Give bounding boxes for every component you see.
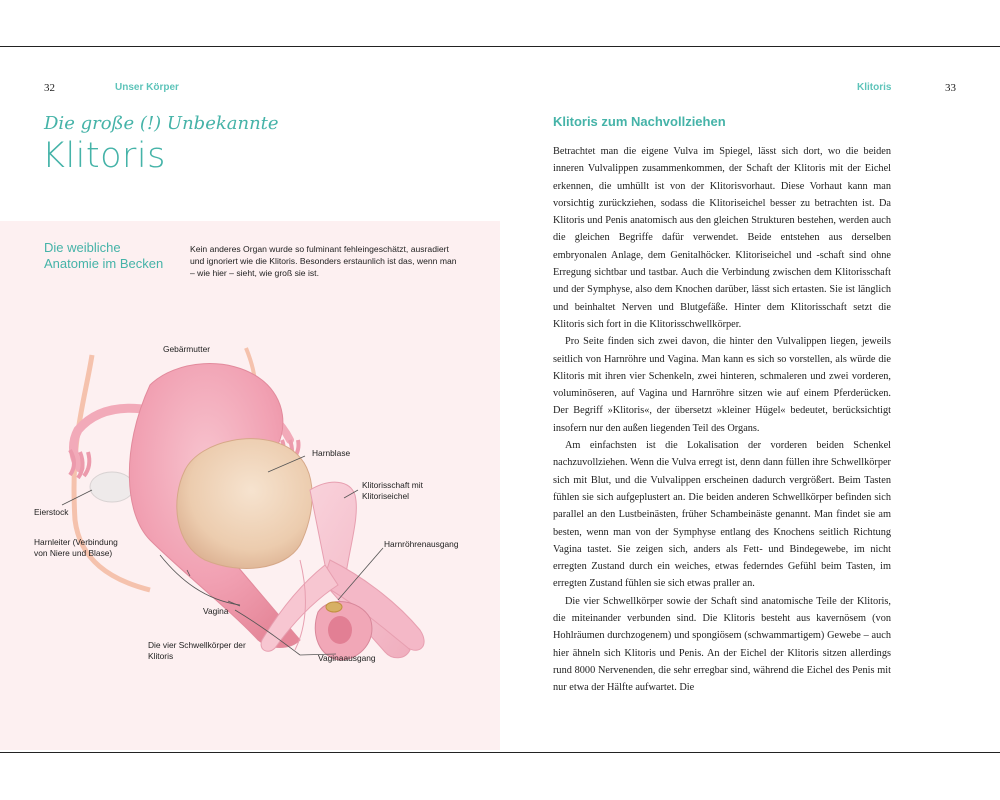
- page-kicker: Die große (!) Unbekannte: [44, 113, 279, 134]
- label-ovary: Eierstock: [34, 507, 69, 517]
- illustration-title: Die weibliche Anatomie im Becken: [44, 240, 164, 271]
- label-clitoral-shaft: Klitorisschaft mit Klitoriseichel: [362, 480, 423, 501]
- section-title: Klitoris zum Nachvollziehen: [553, 114, 726, 129]
- left-running-head: Unser Körper: [115, 82, 179, 93]
- left-page-number: 32: [44, 82, 55, 94]
- right-running-head: Klitoris: [857, 82, 892, 93]
- label-vagina: Vagina: [203, 606, 229, 616]
- bottom-border-line: [0, 752, 1000, 753]
- label-ureter: Harnleiter (Verbindung von Niere und Blase): [34, 537, 118, 558]
- label-bladder: Harnblase: [312, 448, 351, 458]
- body-paragraph: Am einfachsten ist die Lokalisation der vorderen beiden Schenkel nachzuvollziehen. Wenn die Vulva erregt ist, denn dann füllen ihre Schwellkörper sich mit Blut, und die Vulvalippen erscheinen dadurch vergrößert. Beim Tasten fühlen sie sich aufgeplustert an. Die beiden anderen Schwellkörper befinden sich parallel an den Lustbeinästen, früher Schambeinäste genannt. Man findet sie am besten, wenn man von der Symphyse entlang des Knochens seitlich Richtung Vagina tastet. Sie zeigen sich, anders als Fett- und Bindegewebe, im nicht erregten Zustand durch ein weiches, etwas federndes Gefühl beim Tasten, im erregten Zustand fühlen sie sich etwas praller an.: [553, 440, 891, 590]
- label-uterus: Gebärmutter: [163, 344, 211, 354]
- label-erectile-bodies: Die vier Schwellkörper der Klitoris: [148, 640, 246, 661]
- urethral-opening-shape: [326, 602, 342, 612]
- body-text: [553, 143, 891, 697]
- body-paragraph: Pro Seite finden sich zwei davon, die hinter den Vulvalippen liegen, jeweils seitlich von Harnröhre und Vagina. Man kann es sich so vorstellen, als würde die Klitoris mit ihren vier Schenkeln, zwei hinteren, schmaleren und zwei vorderen, voluminöseren, auf Vagina und Harnröhre sitzen wie auf einem Pferderücken. Der Begriff »Klitoris«, der übersetzt »kleiner Hügel« bedeutet, berücksichtigt insofern nur den außen liegenden Teil des Organs.: [553, 336, 891, 434]
- ovary-shape: [90, 472, 134, 502]
- page-title: Klitoris: [42, 136, 166, 176]
- body-paragraph: Betrachtet man die eigene Vulva im Spiegel, lässt sich dort, wo die beiden inneren Vulvalippen zusammenkommen, der Schaft der Klitoris mit der Eichel erkennen, die umhüllt ist von der Klitorisvorhaut. Diese Vorhaut kann man vorsichtig zurückziehen, sodass die Klitoriseichel besser zu betrachten ist. Da Klitoris und Penis anatomisch aus den gleichen Strukturen bestehen, werden auch die gleichen Begriffe dafür verwendet. Beide entstehen aus derselben embryonalen Anlage, dem Genitalhöcker. Klitoriseichel und -schaft sind ohne Erregung sichtbar und tastbar. Auch die Verbindung zwischen dem Klitorisschaft und der Symphyse, also dem Knochen darüber, lässt sich ertasten. Sie ist länglich und beinhaltet Nerven und Blutgefäße. Hinter dem Klitorisschaft setzt die Klitoris sich fort in die Klitorisschwellkörper.: [553, 146, 891, 330]
- illustration-caption: Kein anderes Organ wurde so fulminant fehleingeschätzt, ausradiert und ignoriert wie die Klitoris. Besonders erstaunlich ist das, wenn man – wie hier – sieht, wie groß sie ist.: [190, 244, 457, 278]
- label-urethral-opening: Harnröhrenausgang: [384, 539, 459, 549]
- right-page-number: 33: [945, 82, 956, 94]
- label-vaginal-opening: Vaginaausgang: [318, 653, 376, 663]
- top-border-line: [0, 46, 1000, 47]
- bladder-shape: [177, 439, 312, 569]
- body-paragraph: Die vier Schwellkörper sowie der Schaft sind anatomische Teile der Klitoris, die miteinander verbunden sind. Die Klitoris besteht aus kavernösem (von Hohlräumen durchzogenem) und spongiösem (schwammartigem) Gewebe – auch hier ähneln sich Klitoris und Penis. An der Eichel der Klitoris sitzen allerdings rund 8000 Nervenenden, die sehr erregbar sind, während die Eichel des Penis mit nur etwa der Hälfte aufwartet. Die: [553, 595, 891, 694]
